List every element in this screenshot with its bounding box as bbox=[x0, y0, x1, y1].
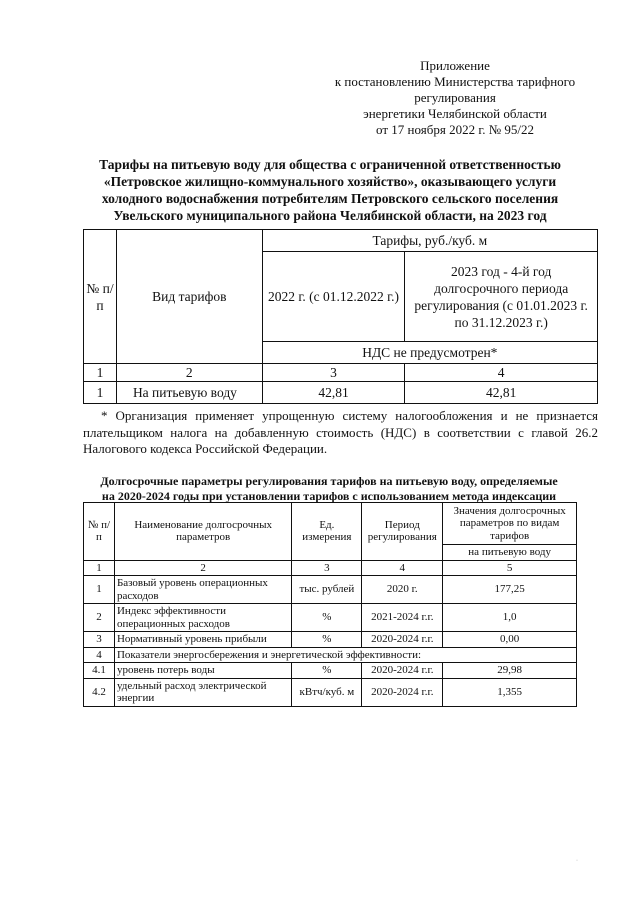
row-value-2022: 42,81 bbox=[262, 382, 405, 404]
row-name: Нормативный уровень прибыли bbox=[114, 632, 291, 648]
title-line: Увельского муниципального района Челябинской области, на 2023 год bbox=[113, 208, 547, 223]
row-num: 4.2 bbox=[84, 678, 115, 706]
row-value: 1,0 bbox=[443, 604, 577, 632]
row-unit: % bbox=[292, 632, 362, 648]
row-value: 177,25 bbox=[443, 576, 577, 604]
table-row bbox=[84, 663, 577, 679]
row-period: 2020-2024 г.г. bbox=[362, 678, 443, 706]
row-period: 2020-2024 г.г. bbox=[362, 632, 443, 648]
title-line: Долгосрочные параметры регулирования тарифов на питьевую воду, определяемые bbox=[100, 474, 558, 488]
row-num: 4.1 bbox=[84, 663, 115, 679]
unit-header: Ед. измерения bbox=[292, 503, 362, 561]
col-2023-header: 2023 год - 4-й год долгосрочного периода регулирования (с 01.01.2023 г. по 31.12.2023 г.) bbox=[405, 252, 598, 342]
params-title bbox=[70, 474, 588, 504]
title-line: холодного водоснабжения потребителям Петровского сельского поселения bbox=[101, 191, 559, 206]
num-header: № п/п bbox=[84, 503, 115, 561]
period-header: Период регулирования bbox=[362, 503, 443, 561]
row-num: 1 bbox=[84, 382, 117, 404]
row-period: 2021-2024 г.г. bbox=[362, 604, 443, 632]
row-num: 4 bbox=[84, 647, 115, 663]
appendix-header bbox=[310, 58, 600, 138]
col-number: 4 bbox=[405, 364, 598, 382]
col-number: 3 bbox=[262, 364, 405, 382]
row-name: удельный расход электрической энергии bbox=[114, 678, 291, 706]
tariffs-table bbox=[83, 229, 598, 404]
col-number: 3 bbox=[292, 560, 362, 576]
table-row bbox=[84, 632, 577, 648]
col-number: 4 bbox=[362, 560, 443, 576]
footnote-text: * Организация применяет упрощенную систему налогообложения и не признается плательщиком налога на добавленную стоимость (НДС) в соответствии с главой 26.2 Налогового кодекса Российской Федерации. bbox=[83, 408, 598, 456]
vat-note: НДС не предусмотрен* bbox=[262, 342, 597, 364]
col-number: 2 bbox=[114, 560, 291, 576]
table-row bbox=[84, 576, 577, 604]
row-unit: кВтч/куб. м bbox=[292, 678, 362, 706]
row-num: 1 bbox=[84, 576, 115, 604]
tariffs-header: Тарифы, руб./куб. м bbox=[262, 230, 597, 252]
row-value: 0,00 bbox=[443, 632, 577, 648]
table-row bbox=[84, 382, 598, 404]
row-name: уровень потерь воды bbox=[114, 663, 291, 679]
appendix-line: Приложение bbox=[420, 58, 490, 73]
row-kind: На питьевую воду bbox=[116, 382, 262, 404]
row-name: Базовый уровень операционных расходов bbox=[114, 576, 291, 604]
num-header: № п/п bbox=[84, 230, 117, 364]
table-row bbox=[84, 604, 577, 632]
appendix-line: энергетики Челябинской области bbox=[363, 106, 547, 121]
appendix-line: регулирования bbox=[414, 90, 496, 105]
title-line: Тарифы на питьевую воду для общества с ограниченной ответственностью bbox=[99, 157, 561, 172]
tariffs-title bbox=[80, 156, 580, 224]
col-number: 1 bbox=[84, 364, 117, 382]
values-subheader: на питьевую воду bbox=[443, 545, 577, 561]
row-unit: % bbox=[292, 663, 362, 679]
scan-dot: · bbox=[576, 858, 578, 864]
appendix-line: к постановлению Министерства тарифного bbox=[334, 74, 576, 89]
row-period: 2020 г. bbox=[362, 576, 443, 604]
row-unit: % bbox=[292, 604, 362, 632]
row-period: 2020-2024 г.г. bbox=[362, 663, 443, 679]
row-num: 3 bbox=[84, 632, 115, 648]
appendix-line: от 17 ноября 2022 г. № 95/22 bbox=[376, 122, 534, 137]
row-unit: тыс. рублей bbox=[292, 576, 362, 604]
col-number: 2 bbox=[116, 364, 262, 382]
row-name: Индекс эффективности операционных расходов bbox=[114, 604, 291, 632]
name-header: Наименование долгосрочных параметров bbox=[114, 503, 291, 561]
params-table bbox=[83, 502, 577, 707]
col-2022-header: 2022 г. (с 01.12.2022 г.) bbox=[262, 252, 405, 342]
title-line: «Петровское жилищно-коммунального хозяйство», оказывающего услуги bbox=[103, 174, 557, 189]
footnote bbox=[83, 408, 598, 458]
table-row bbox=[84, 678, 577, 706]
row-value: 1,355 bbox=[443, 678, 577, 706]
section-row bbox=[84, 647, 577, 663]
row-value-2023: 42,81 bbox=[405, 382, 598, 404]
values-header: Значения долгосрочных параметров по видам тарифов bbox=[443, 503, 577, 545]
row-value: 29,98 bbox=[443, 663, 577, 679]
col-number: 1 bbox=[84, 560, 115, 576]
title-line: на 2020-2024 годы при установлении тарифов с использованием метода индексации bbox=[101, 489, 557, 503]
col-number: 5 bbox=[443, 560, 577, 576]
section-name: Показатели энергосбережения и энергетической эффективности: bbox=[114, 647, 576, 663]
kind-header: Вид тарифов bbox=[116, 230, 262, 364]
row-num: 2 bbox=[84, 604, 115, 632]
